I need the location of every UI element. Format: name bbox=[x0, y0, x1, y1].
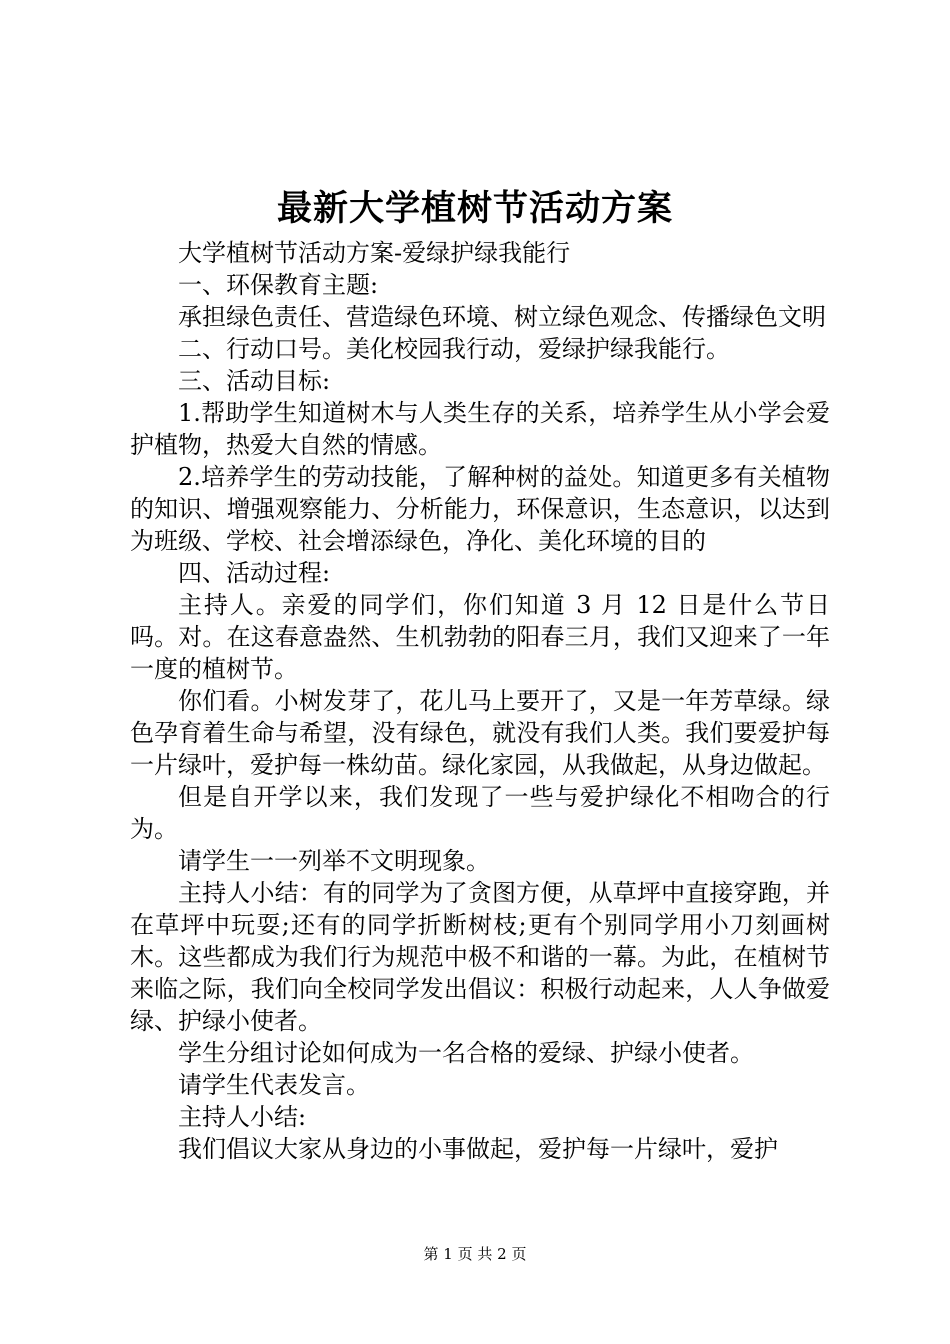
paragraph: 一、环保教育主题: bbox=[178, 271, 379, 299]
paragraph: 承担绿色责任、营造绿色环境、树立绿色观念、传播绿色文明 bbox=[178, 303, 826, 331]
paragraph: 三、活动目标: bbox=[178, 367, 331, 395]
paragraph: 主持人。亲爱的同学们，你们知道 3 月 12 日是什么节日吗。对。在这春意盎然、生机勃勃的阳春三月，我们又迎来了一年一度的植树节。 bbox=[130, 591, 830, 683]
paragraph: 请学生代表发言。 bbox=[178, 1071, 370, 1099]
paragraph: 你们看。小树发芽了，花儿马上要开了，又是一年芳草绿。绿色孕育着生命与希望，没有绿色，就没有我们人类。我们要爱护每一片绿叶，爱护每一株幼苗。绿化家园，从我做起，从身边做起。 bbox=[130, 687, 830, 779]
paragraph: 2.培养学生的劳动技能，了解种树的益处。知道更多有关植物的知识、增强观察能力、分析能力，环保意识，生态意识，以达到为班级、学校、社会增添绿色，净化、美化环境的目的 bbox=[130, 463, 830, 555]
document-title: 最新大学植树节活动方案 bbox=[276, 188, 673, 229]
paragraph: 四、活动过程: bbox=[178, 559, 331, 587]
paragraph: 1.帮助学生知道树木与人类生存的关系，培养学生从小学会爱护植物，热爱大自然的情感。 bbox=[130, 399, 830, 459]
paragraph: 学生分组讨论如何成为一名合格的爱绿、护绿小使者。 bbox=[178, 1039, 754, 1067]
document-body bbox=[130, 237, 830, 1165]
paragraph: 主持人小结: bbox=[178, 1103, 307, 1131]
page-footer: 第 1 页 共 2 页 bbox=[423, 1245, 527, 1263]
paragraph: 但是自开学以来，我们发现了一些与爱护绿化不相吻合的行为。 bbox=[130, 783, 830, 843]
paragraph: 我们倡议大家从身边的小事做起，爱护每一片绿叶，爱护 bbox=[178, 1135, 778, 1163]
paragraph: 二、行动口号。美化校园我行动，爱绿护绿我能行。 bbox=[178, 335, 730, 363]
paragraph: 大学植树节活动方案-爱绿护绿我能行 bbox=[178, 239, 571, 267]
paragraph: 主持人小结：有的同学为了贪图方便，从草坪中直接穿跑，并在草坪中玩耍;还有的同学折断树枝;更有个别同学用小刀刻画树木。这些都成为我们行为规范中极不和谐的一幕。为此，在植树节来临之际，我们向全校同学发出倡议：积极行动起来，人人争做爱绿、护绿小使者。 bbox=[130, 879, 830, 1035]
paragraph: 请学生一一列举不文明现象。 bbox=[178, 847, 490, 875]
